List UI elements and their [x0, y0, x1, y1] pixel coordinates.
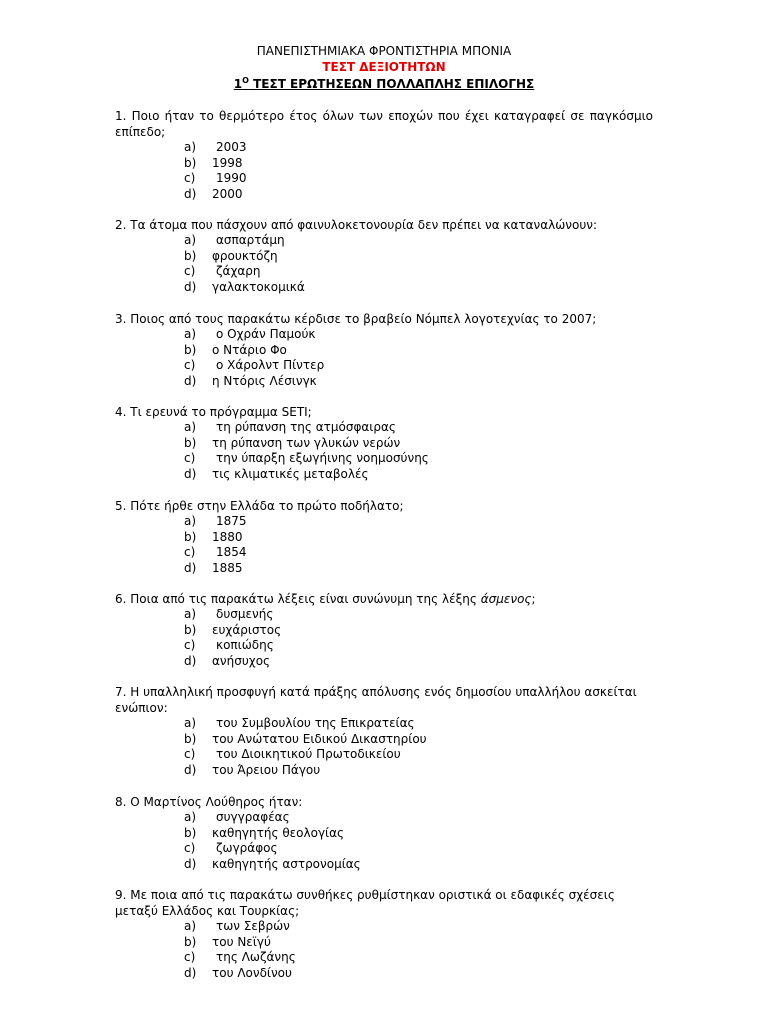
option-letter: a): [184, 233, 197, 247]
option-text: δυσμενής: [216, 607, 274, 621]
option-text: 1885: [212, 560, 243, 575]
question-9: [115, 887, 653, 981]
option-c: [115, 841, 653, 857]
question-text-italic-word: άσμενος: [480, 592, 532, 606]
option-a: [115, 607, 653, 623]
option-letter: b): [184, 155, 197, 170]
question-2: [115, 217, 653, 295]
option-d: [115, 187, 653, 203]
question-text-part: ;: [531, 592, 536, 606]
option-letter: c): [184, 841, 196, 855]
option-text: ο Χάρολντ Πίντερ: [216, 358, 325, 372]
test-heading-number: 1: [233, 77, 243, 91]
option-c: [115, 747, 653, 763]
option-letter: c): [184, 638, 196, 652]
question-text: 7. Η υπαλληλική προσφυγή κατά πράξης απόλυσης ενός δημοσίου υπαλλήλου ασκείται ενώπιον:: [115, 685, 637, 715]
option-text: φρουκτόζη: [212, 248, 278, 263]
option-letter: b): [184, 731, 197, 746]
option-a: [115, 327, 653, 343]
option-letter: d): [184, 965, 197, 980]
option-text: τη ρύπανση της ατμόσφαιρας: [216, 420, 396, 434]
question-4: [115, 404, 653, 482]
option-text: ζωγράφος: [216, 841, 278, 855]
option-letter: c): [184, 358, 196, 372]
option-letter: b): [184, 529, 197, 544]
question-3: [115, 311, 653, 389]
question-text: 2. Τα άτομα που πάσχουν από φαινυλοκετονουρία δεν πρέπει να καταναλώνουν:: [115, 218, 598, 232]
option-text: του Άρειου Πάγου: [212, 762, 321, 777]
option-a: [115, 716, 653, 732]
option-letter: a): [184, 810, 197, 824]
option-letter: d): [184, 560, 197, 575]
option-text: της Λωζάνης: [216, 950, 296, 964]
option-letter: a): [184, 420, 197, 434]
option-text: συγγραφέας: [216, 810, 290, 824]
option-letter: b): [184, 435, 197, 450]
option-text: 1854: [216, 545, 247, 559]
option-text: 1998: [212, 155, 243, 170]
test-heading: [0, 76, 768, 91]
option-text: ο Ντάριο Φο: [212, 342, 287, 357]
question-text: 9. Με ποια από τις παρακάτω συνθήκες ρυθμίστηκαν οριστικά οι εδαφικές σχέσεις μεταξύ Ελλάδος και Τουρκίας;: [115, 888, 615, 918]
option-letter: b): [184, 622, 197, 637]
option-text: του Ανώτατου Ειδικού Δικαστηρίου: [212, 731, 427, 746]
option-b: [115, 826, 653, 842]
option-text: τη ρύπανση των γλυκών νερών: [212, 435, 401, 450]
option-letter: c): [184, 950, 196, 964]
option-d: [115, 966, 653, 982]
option-c: [115, 358, 653, 374]
option-b: [115, 935, 653, 951]
option-letter: d): [184, 279, 197, 294]
option-letter: a): [184, 716, 197, 730]
question-5: [115, 498, 653, 576]
option-letter: b): [184, 248, 197, 263]
option-text: κοπιώδης: [216, 638, 274, 652]
option-text: γαλακτοκομικά: [212, 279, 305, 294]
option-text: 1875: [216, 514, 247, 528]
option-d: [115, 374, 653, 390]
option-text: 1880: [212, 529, 243, 544]
option-text: ζάχαρη: [216, 264, 261, 278]
option-b: [115, 436, 653, 452]
question-text: 4. Τι ερευνά το πρόγραμμα SETI;: [115, 405, 312, 419]
option-text: ο Οχράν Παμούκ: [216, 327, 316, 341]
option-text: του Διοικητικού Πρωτοδικείου: [216, 747, 401, 761]
option-a: [115, 420, 653, 436]
option-letter: c): [184, 451, 196, 465]
question-6: [115, 591, 653, 669]
option-letter: d): [184, 856, 197, 871]
option-letter: a): [184, 919, 197, 933]
institution-title: ΠΑΝΕΠΙΣΤΗΜΙΑΚΑ ΦΡΟΝΤΙΣΤΗΡΙΑ ΜΠΟΝΙΑ: [256, 44, 512, 58]
question-text: [115, 591, 653, 607]
option-letter: b): [184, 934, 197, 949]
option-b: [115, 623, 653, 639]
option-d: [115, 857, 653, 873]
question-1: [115, 108, 653, 202]
option-text: καθηγητής αστρονομίας: [212, 856, 361, 871]
option-letter: c): [184, 171, 196, 185]
option-d: [115, 763, 653, 779]
option-letter: a): [184, 327, 197, 341]
option-letter: b): [184, 825, 197, 840]
option-text: καθηγητής θεολογίας: [212, 825, 345, 840]
option-a: [115, 919, 653, 935]
option-d: [115, 561, 653, 577]
option-c: [115, 545, 653, 561]
option-text: 2000: [212, 186, 243, 201]
option-letter: d): [184, 186, 197, 201]
option-text: τις κλιματικές μεταβολές: [212, 466, 369, 481]
option-letter: a): [184, 140, 197, 154]
option-letter: a): [184, 607, 197, 621]
option-letter: b): [184, 342, 197, 357]
option-b: [115, 343, 653, 359]
option-letter: c): [184, 545, 196, 559]
option-text: του Συμβουλίου της Επικρατείας: [216, 716, 415, 730]
question-7: [115, 684, 653, 778]
option-text: ανήσυχος: [212, 653, 271, 668]
question-text-part: 6. Ποια από τις παρακάτω λέξεις είναι συνώνυμη της λέξης: [115, 592, 481, 606]
question-8: [115, 794, 653, 872]
option-letter: c): [184, 264, 196, 278]
option-text: του Λονδίνου: [212, 965, 292, 980]
option-a: [115, 810, 653, 826]
option-letter: d): [184, 653, 197, 668]
option-a: [115, 514, 653, 530]
option-b: [115, 249, 653, 265]
option-text: την ύπαρξη εξωγήινης νοημοσύνης: [216, 451, 429, 465]
question-text: 3. Ποιος από τους παρακάτω κέρδισε το βραβείο Νόμπελ λογοτεχνίας το 2007;: [115, 312, 597, 326]
question-text: 5. Πότε ήρθε στην Ελλάδα το πρώτο ποδήλατο;: [115, 499, 404, 513]
option-letter: d): [184, 466, 197, 481]
option-letter: d): [184, 762, 197, 777]
option-text: 2003: [216, 140, 247, 154]
option-c: [115, 950, 653, 966]
option-text: ευχάριστος: [212, 622, 282, 637]
option-letter: d): [184, 373, 197, 388]
option-c: [115, 638, 653, 654]
option-d: [115, 280, 653, 296]
option-b: [115, 732, 653, 748]
option-text: ασπαρτάμη: [216, 233, 285, 247]
option-text: των Σεβρών: [216, 919, 290, 933]
option-c: [115, 171, 653, 187]
option-c: [115, 451, 653, 467]
test-heading-text: ΤΕΣΤ ΕΡΩΤΗΣΕΩΝ ΠΟΛΛΑΠΛΗΣ ΕΠΙΛΟΓΗΣ: [248, 77, 535, 91]
option-c: [115, 264, 653, 280]
option-b: [115, 530, 653, 546]
option-a: [115, 140, 653, 156]
option-a: [115, 233, 653, 249]
test-subtitle: ΤΕΣΤ ΔΕΞΙΟΤΗΤΩΝ: [322, 60, 446, 74]
option-letter: c): [184, 747, 196, 761]
option-d: [115, 654, 653, 670]
option-text: 1990: [216, 171, 247, 185]
option-b: [115, 156, 653, 172]
question-text: 8. Ο Μαρτίνος Λούθηρος ήταν:: [115, 795, 303, 809]
option-d: [115, 467, 653, 483]
option-letter: a): [184, 514, 197, 528]
question-text: 1. Ποιο ήταν το θερμότερο έτος όλων των εποχών που έχει καταγραφεί σε παγκόσμιο επίπεδο;: [115, 109, 653, 139]
option-text: η Ντόρις Λέσινγκ: [212, 373, 317, 388]
option-text: του Νεϊγύ: [212, 934, 271, 949]
test-heading-ordinal: Ο: [242, 76, 249, 85]
